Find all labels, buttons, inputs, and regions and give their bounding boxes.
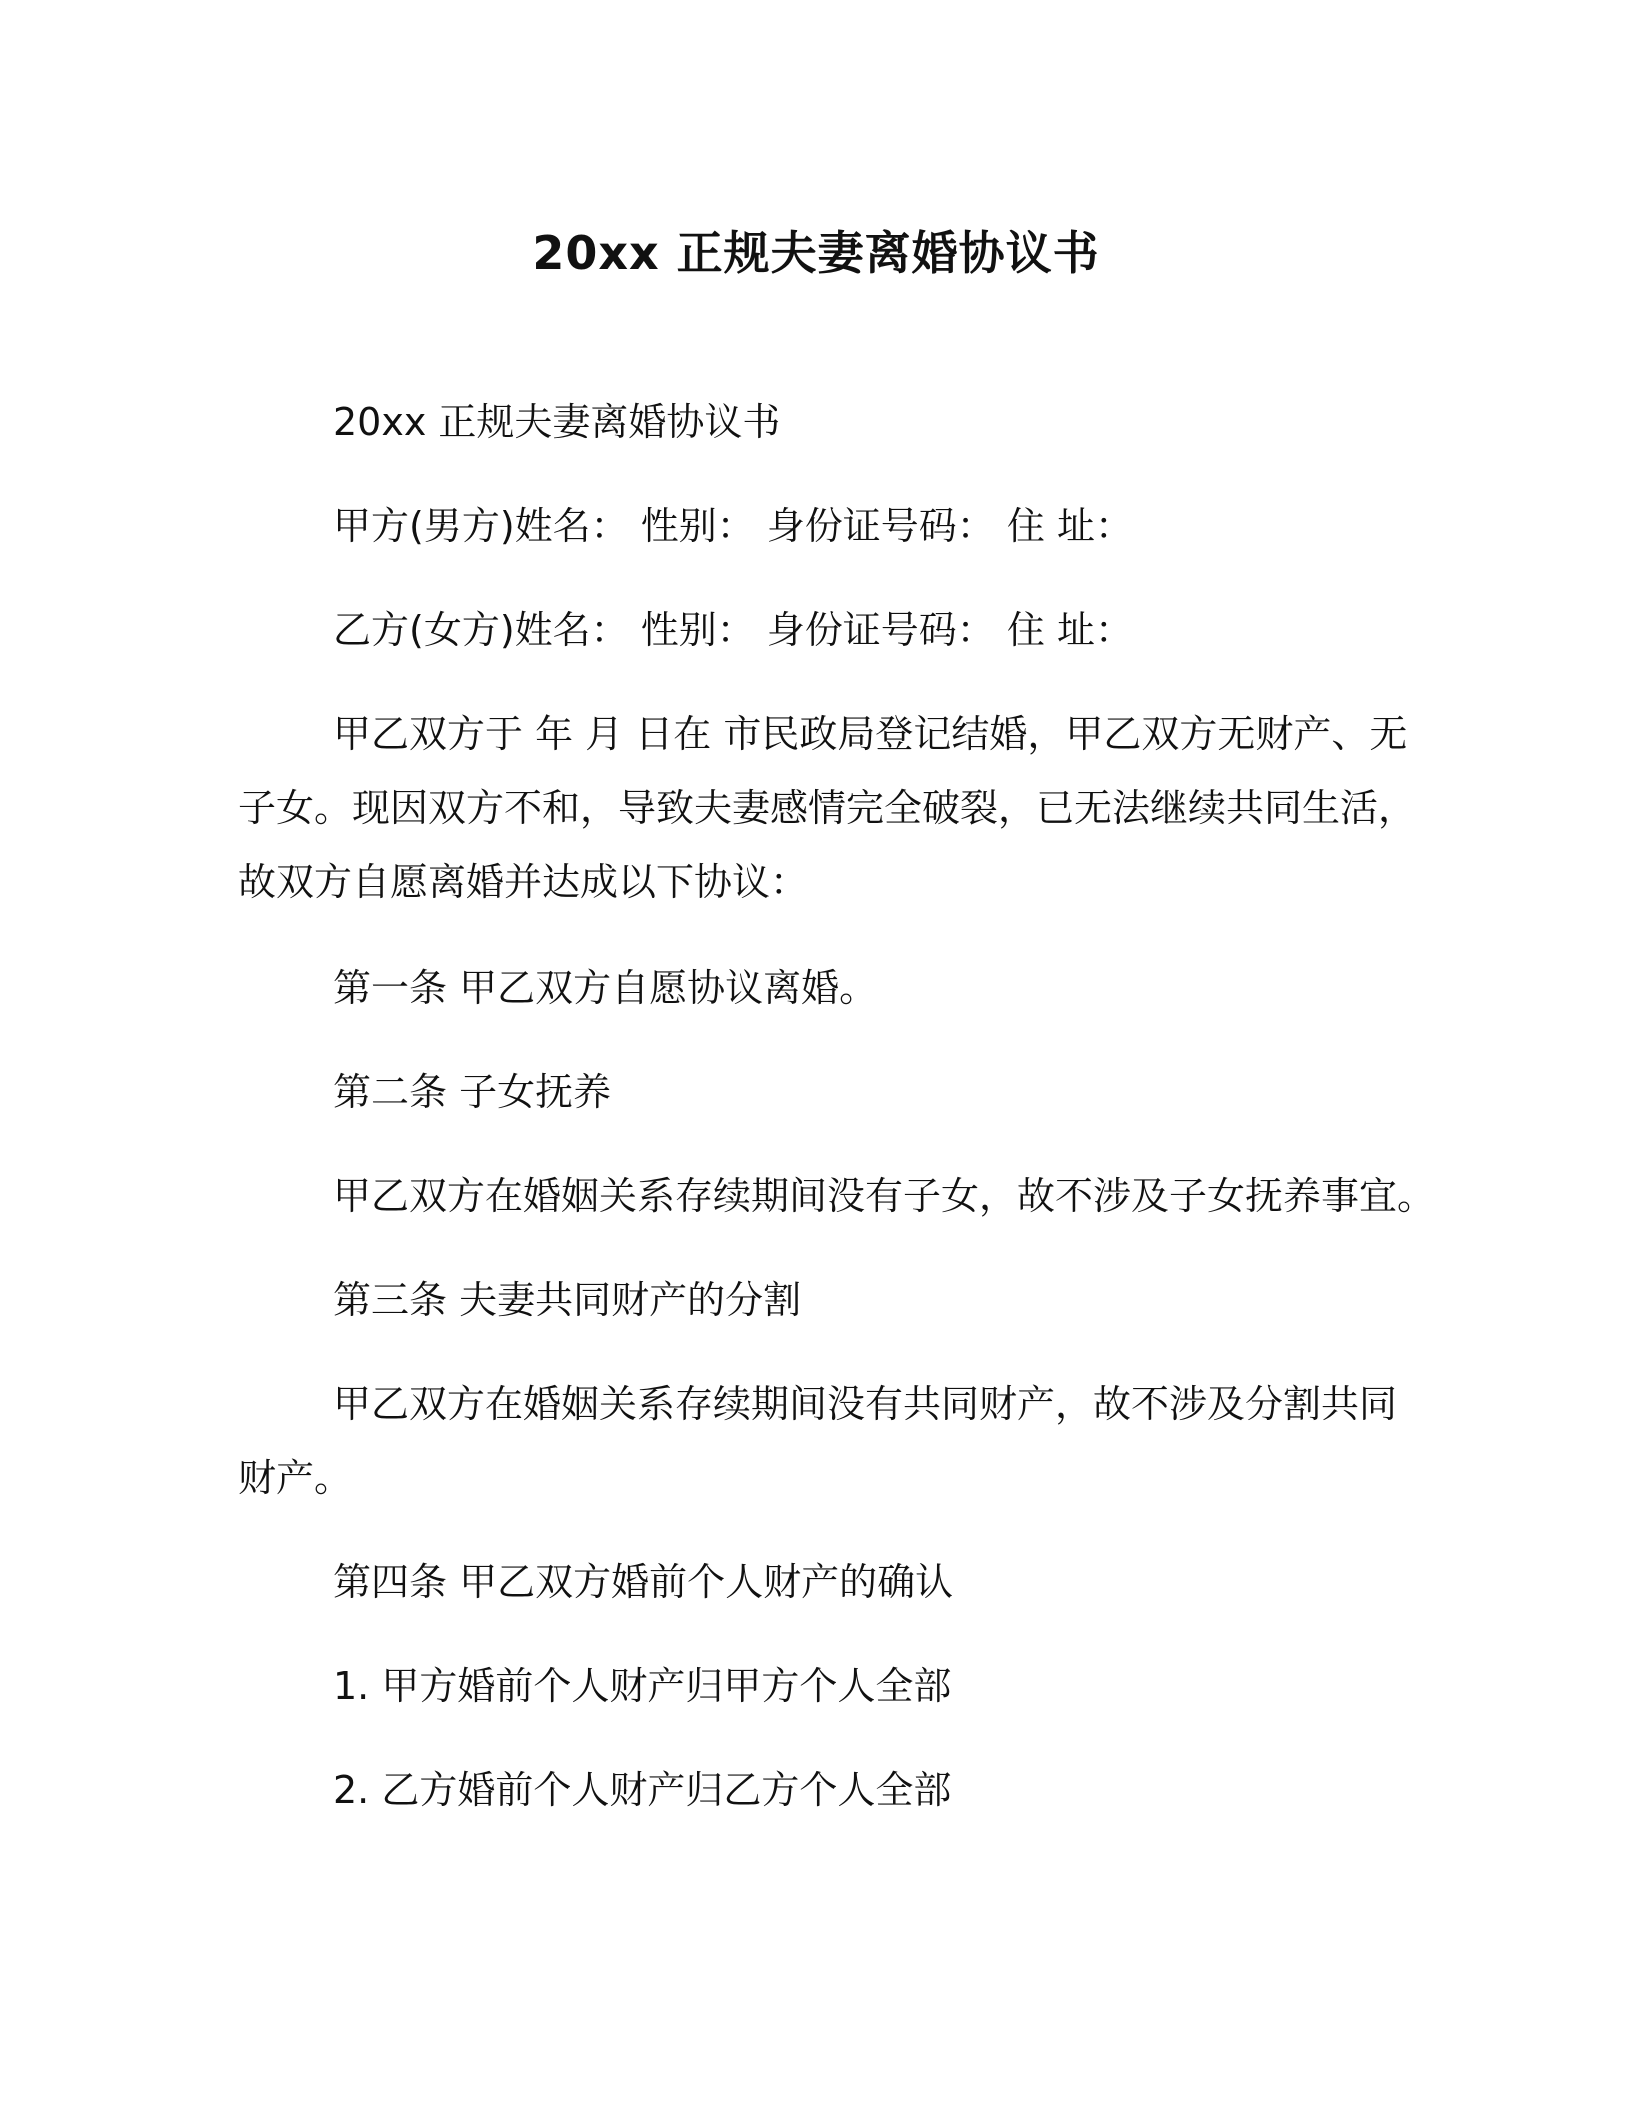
article-three-heading: 第三条 夫妻共同财产的分割 [333,1278,802,1322]
document-title: 20xx 正规夫妻离婚协议书 [532,226,1100,280]
article-four-heading: 第四条 甲乙双方婚前个人财产的确认 [333,1560,954,1604]
paragraph-intro-line3: 故双方自愿离婚并达成以下协议： [238,860,809,904]
article-three-body-line2: 财产。 [238,1456,353,1500]
paragraph-intro-line1: 甲乙双方于 年 月 日在 市民政局登记结婚，甲乙双方无财产、无 [333,712,1408,756]
paragraph-party-a: 甲方(男方)姓名： 性别： 身份证号码： 住 址： [333,504,1133,548]
article-four-item-1: 1. 甲方婚前个人财产归甲方个人全部 [333,1664,952,1708]
paragraph-party-b: 乙方(女方)姓名： 性别： 身份证号码： 住 址： [333,608,1133,652]
paragraph-subtitle: 20xx 正规夫妻离婚协议书 [333,400,781,444]
paragraph-intro-line2: 子女。现因双方不和，导致夫妻感情完全破裂，已无法继续共同生活， [238,786,1417,830]
article-two-heading: 第二条 子女抚养 [333,1070,612,1114]
article-four-item-2: 2. 乙方婚前个人财产归乙方个人全部 [333,1768,952,1812]
article-two-body: 甲乙双方在婚姻关系存续期间没有子女，故不涉及子女抚养事宜。 [333,1174,1436,1218]
article-three-body-line1: 甲乙双方在婚姻关系存续期间没有共同财产，故不涉及分割共同 [333,1382,1398,1426]
article-one: 第一条 甲乙双方自愿协议离婚。 [333,966,878,1010]
